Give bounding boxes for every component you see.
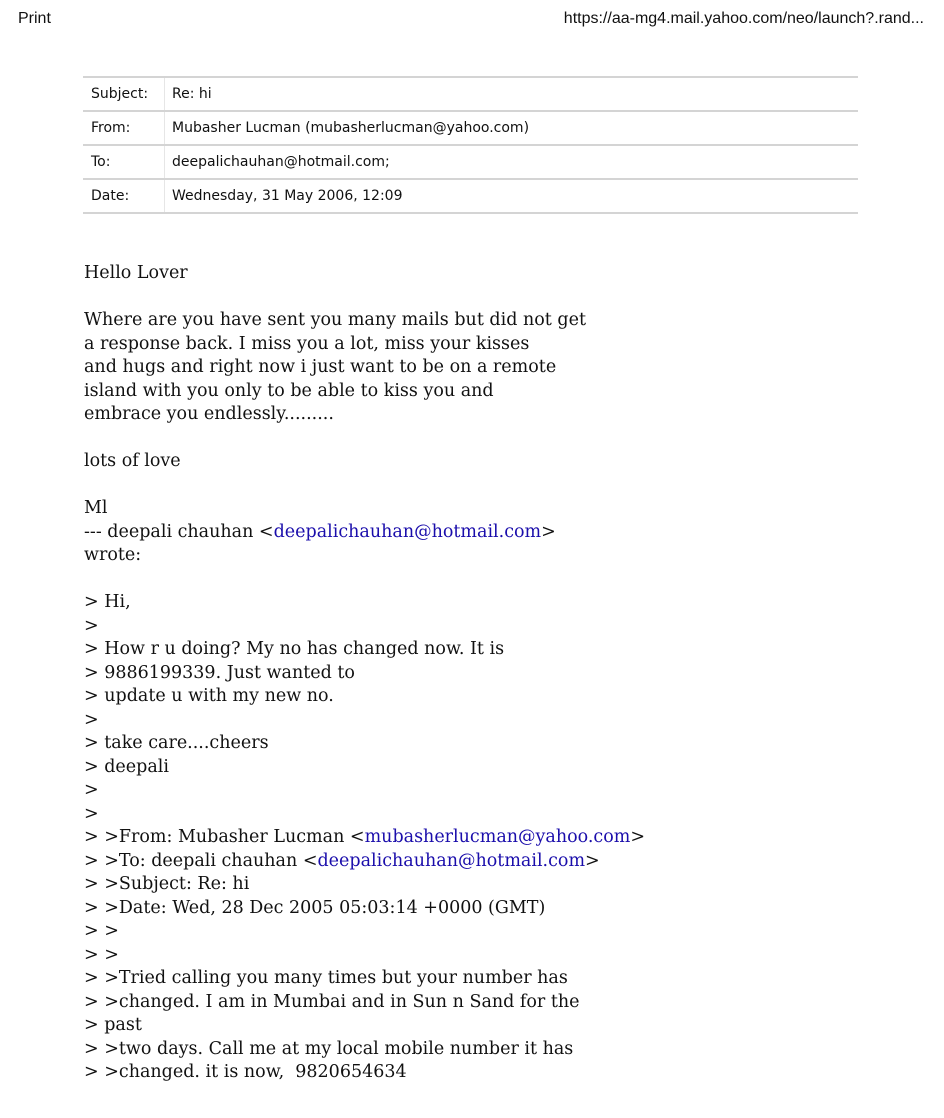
message-line: Hello Lover (84, 263, 188, 283)
message-line-text: > >To: deepali chauhan < (84, 850, 318, 871)
message-line (84, 474, 844, 498)
message-line (84, 826, 844, 850)
message-line (84, 427, 844, 451)
message-line: > >Date: Wed, 28 Dec 2005 05:03:14 +0000 (GMT) (84, 897, 546, 918)
page-url: https://aa-mg4.mail.yahoo.com/neo/launch?.rand... (563, 10, 924, 27)
message-line: wrote: (84, 545, 142, 565)
message-header-table (83, 76, 858, 214)
message-line-text: --- deepali chauhan < (84, 521, 274, 542)
message-line: > past (84, 1015, 142, 1035)
message-line: island with you only to be able to kiss you and (84, 380, 494, 401)
to-label: To: (83, 145, 165, 179)
subject-label: Subject: (83, 77, 165, 111)
message-line-text: > >From: Mubasher Lucman < (84, 827, 365, 847)
print-label: Print (18, 10, 51, 27)
from-value: Mubasher Lucman (mubasherlucman@yahoo.com) (165, 111, 859, 145)
message-line: > >Subject: Re: hi (84, 874, 250, 894)
message-line: lots of love (84, 451, 181, 471)
subject-value: Re: hi (165, 77, 859, 111)
message-body (84, 262, 844, 1085)
message-line: > How r u doing? My no has changed now. It is (84, 639, 505, 659)
message-line (84, 521, 844, 545)
date-row (83, 179, 858, 213)
message-line: and hugs and right now i just want to be on a remote (84, 357, 557, 377)
message-line: > take care....cheers (84, 733, 269, 753)
message-line-text: > (585, 850, 600, 871)
message-line: > Hi, (84, 592, 131, 612)
to-value: deepalichauhan@hotmail.com; (165, 145, 859, 179)
print-header (18, 10, 924, 32)
date-value: Wednesday, 31 May 2006, 12:09 (165, 179, 859, 213)
message-line: > (84, 780, 99, 800)
message-line: > >Tried calling you many times but your number has (84, 968, 568, 988)
message-line: > (84, 615, 99, 636)
message-line (84, 286, 844, 310)
email-link[interactable]: deepalichauhan@hotmail.com (273, 521, 542, 542)
message-line-text: > (541, 521, 556, 542)
message-line: > (84, 803, 99, 824)
message-line: > 9886199339. Just wanted to (84, 662, 355, 683)
message-line: > > (84, 944, 119, 965)
message-line: > >changed. I am in Mumbai and in Sun n Sand for the (84, 991, 580, 1012)
email-link[interactable]: deepalichauhan@hotmail.com (317, 850, 586, 871)
message-line: Ml (84, 498, 108, 518)
message-line (84, 568, 844, 592)
message-line: > (84, 709, 99, 730)
message-line-text: > (630, 827, 646, 847)
message-line: > update u with my new no. (84, 686, 334, 706)
message-line (84, 850, 844, 874)
from-label: From: (83, 111, 165, 145)
message-line: > deepali (84, 756, 169, 777)
email-link[interactable]: mubasherlucman@yahoo.com (364, 827, 631, 847)
message-line: embrace you endlessly......... (84, 404, 334, 424)
date-label: Date: (83, 179, 165, 213)
from-row (83, 111, 858, 145)
subject-row (83, 77, 858, 111)
message-line: > > (84, 921, 119, 941)
message-line: > >changed. it is now, 9820654634 (84, 1062, 407, 1082)
message-line: a response back. I miss you a lot, miss your kisses (84, 333, 530, 354)
message-line: Where are you have sent you many mails but did not get (84, 310, 586, 330)
to-row (83, 145, 858, 179)
message-line: > >two days. Call me at my local mobile number it has (84, 1038, 574, 1059)
